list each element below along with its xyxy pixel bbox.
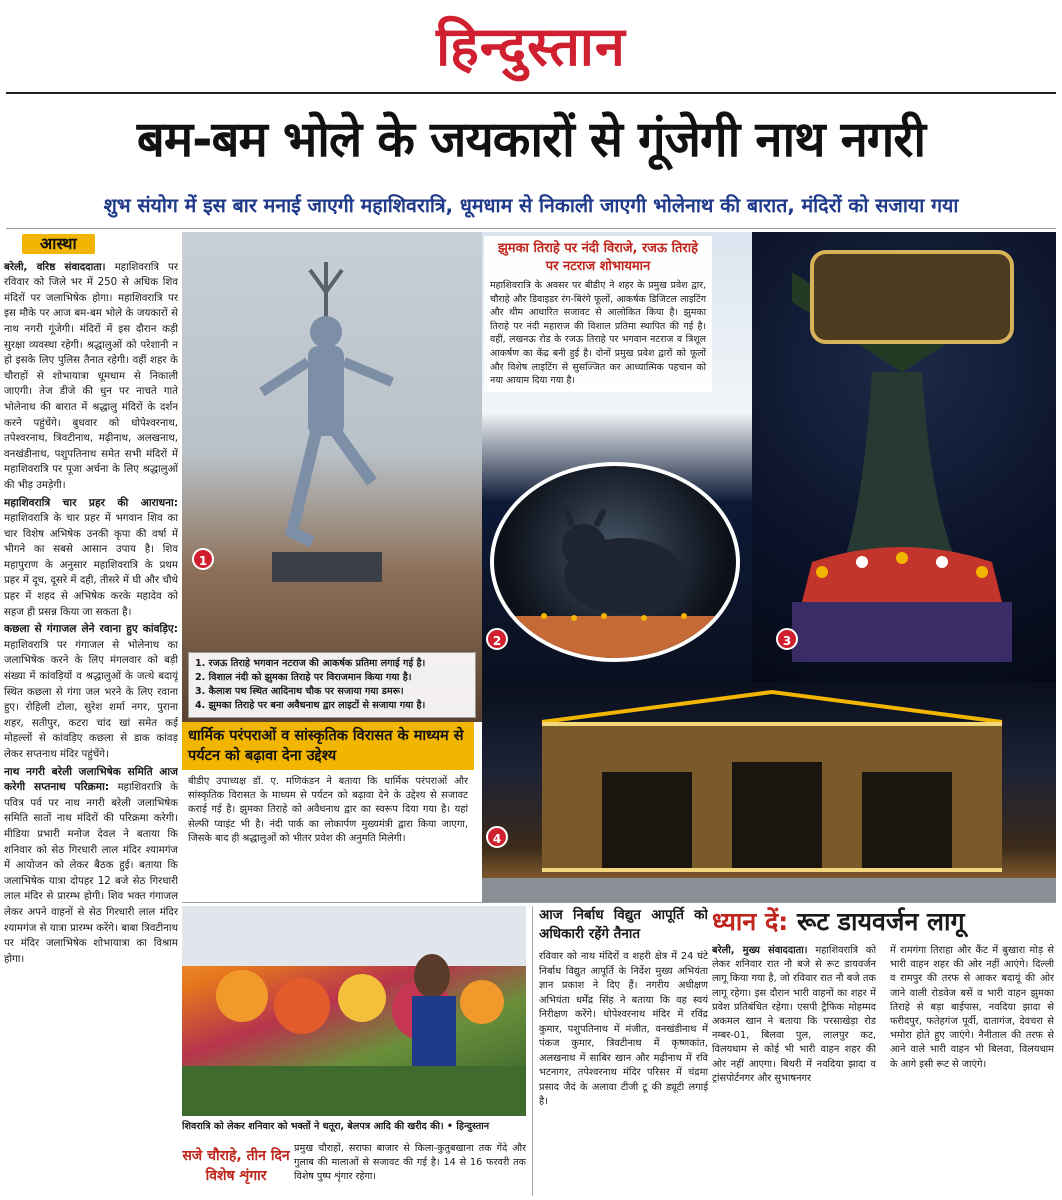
nataraj-statue-illustration	[252, 262, 402, 642]
photo-avedhnath-dwar	[482, 682, 1056, 902]
collage-caption-1: 1. रजऊ तिराहे भगवान नटराज की आकर्षक प्रतिमा लगाई गई है।	[195, 658, 426, 669]
tourism-body: बीडीए उपाध्यक्ष डॉ. ए. मणिकंडन ने बताया कि धार्मिक परंपराओं और सांस्कृतिक विरासत के माध्यम से पर्यटन को बढ़ावा देने के उद्देश्य से सजावट कराई गई है। झुमका तिराहे को अवैधनाथ द्वार का स्वरूप दिया गया है। यहां सेल्फी प्वाइंट भी है। नंदी पार्क का लोकार्पण मुख्यमंत्री द्वारा किया जाएगा, जिसके बाद ही श्रद्धालुओं को भीतर प्रवेश की अनुमति मिलेगी।	[188, 776, 468, 844]
route-title-attention: ध्यान दें:	[712, 907, 789, 936]
route-dateline: बरेली, मुख्य संवाददाता।	[712, 945, 808, 956]
para1-text: महाशिवरात्रि पर रविवार को जिले भर में 250 से अधिक शिव मंदिरों पर जलाभिषेक होगा। महाशिवरात्रि पर इस मौके पर आज बम-बम भोले के जयकारों से नाथ नगरी गूंजेगी। मंदिरों में इस दौरान कड़ी सुरक्षा व्यवस्था रहेगी। श्रद्धालुओं को परेशानी न हो इसके लिए पुलिस तैनात रहेगी। वहीं शहर के चौराहों से शोभायात्रा धूमधाम से निकाली जाएगी। तेज डीजे की धुन पर नाचते गाते भोलेनाथ की बारात में श्रद्धालु मंदिरों के दर्शन करने पहुंचेंगे। बुधवार को धोपेश्वरनाथ, तपेश्वरनाथ, त्रिवटीनाथ, मढ़ीनाथ, अलखनाथ, वनखंडीनाथ, पशुपतिनाथ समेत सभी मंदिरों में महाशिवरात्रि पर पूजा अर्चना के लिए श्रद्धालुओं की भीड़ उमड़ेगी।	[4, 261, 178, 491]
tourism-title: धार्मिक परंपराओं व सांस्कृतिक विरासत के माध्यम से पर्यटन को बढ़ावा देना उद्देश्य	[182, 722, 474, 770]
subtitle-chaar-prahar: महाशिवरात्रि चार प्रहर की आराधना:	[4, 496, 178, 509]
para3-text: महाशिवरात्रि पर गंगाजल से भोलेनाथ का जलाभिषेक करने के लिए मंगलवार को बड़ी संख्या में कांवड़ियों व श्रद्धालुओं के जत्थे बदायूं स्थित कछला से गंगा जल भरने के लिए रवाना हुए। रोहिली टोला, सुरेश शर्मा नगर, पुराना शहर, सतीपुर, कटरा चांद खां समेत कई मोहल्लों से कांवड़िए कछला से डाक कांवड़ लेकर सप्तनाथ मंदिर पहुंचेंगे।	[4, 639, 178, 760]
collage-text-overlay	[484, 236, 712, 392]
badge-4: 4	[486, 826, 508, 848]
power-supply-article	[532, 906, 708, 1196]
section-kicker: आस्था	[22, 234, 95, 254]
photo-damru	[752, 232, 1056, 682]
route-col1-text: महाशिवरात्रि को लेकर शनिवार रात नौ बजे से रूट डायवर्जन लागू किया गया है, जो रविवार रात नौ बजे तक लागू रहेगा। इस दौरान भारी वाहनों का शहर में प्रवेश प्रतिबंधित रहेगा। एसपी ट्रैफिक मोहम्मद अकमल खान ने बताया कि परसाखेड़ा रोड नम्बर-01, बिलवा पुल, लालपुर कट, विलयधाम से कोई भी भारी वाहन शहर की ओर नहीं आएगा। बिथरी में नवदिया झादा व ट्रांसपोर्टनगर और सुभाषनगर	[712, 945, 876, 1084]
article-para-3	[4, 622, 178, 762]
power-title: आज निर्बाध विद्युत आपूर्ति को अधिकारी रहेंगे तैनात	[539, 907, 708, 942]
badge-2: 2	[486, 628, 508, 650]
masthead-divider	[6, 92, 1056, 94]
decoration-box	[182, 1140, 526, 1194]
collage-caption-2: 2. विशाल नंदी को झुमका तिराहे पर विराजमान किया गया है।	[195, 672, 412, 683]
para2-text: महाशिवरात्रि के चार प्रहर में भगवान शिव का चार विशेष अभिषेक उनकी कृपा की वर्षा में भीगने का सबसे आसान उपाय है। शिव महापुराण के अनुसार महाशिवरात्रि के प्रथम प्रहर में दूध, दूसरे में दही, तीसरे में घी और चौथे प्रहर में शहद से अभिषेक करके महादेव को सहज ही प्रसन्न किया जा सकता है।	[4, 513, 178, 618]
subtitle-jalabhishek-samiti: नाथ नगरी बरेली जलाभिषेक समिति आज करेगी सप्तनाथ परिक्रमा:	[4, 765, 178, 794]
route-diversion-title	[712, 902, 1056, 942]
route-title-text: रूट डायवर्जन लागू	[788, 907, 965, 936]
power-body: रविवार को नाथ मंदिरों व शहरी क्षेत्र में 24 घंटे निर्बाध विद्युत आपूर्ति के निर्देश मुख्य अभियंता ज्ञान प्रकाश ने दिए हैं। नगरीय अधीक्षण अभियंता धर्मेंद्र सिंह ने बताया कि वह स्वयं निरीक्षण करेंगे। धोपेश्वरनाथ मंदिर में रविंद्र कुमार, पशुपतिनाथ में मंजीत, वनखंडीनाथ में पंकज कुमार, त्रिवटीनाथ में कृष्णकांत, अलखनाथ में साबिर खान और मढ़ीनाथ में रवि भटनागर, तपेश्वरनाथ मंदिर परिसर में चंद्रमा प्रसाद जैदं के अलावा टीजी टू की ड्यूटी लगाई है।	[539, 951, 708, 1107]
left-column-article	[4, 232, 178, 1170]
badge-3: 3	[776, 628, 798, 650]
para4-text: महाशिवरात्रि के पवित्र पर्व पर नाथ नगरी बरेली जलाभिषेक समिति सातों नाथ मंदिरों की परिक्रमा करेगी। मीडिया प्रभारी मनोज देवल ने बताया कि शनिवार को सेठ गिरधारी लाल मंदिर श्यामगंज में आयोजन को लेकर बैठक हुई। बताया कि जलाभिषेक यात्रा दोपहर 12 बजे सेठ गिरधारी लाल मंदिर से प्रारम्भ होगी। शिव भक्त गंगाजल लेकर अपने वाहनों से सेठ गिरधारी लाल मंदिर श्यामगंज से यात्रा प्रारम्भ करेंगे। बाबा त्रिवटीनाथ पर मंदिर जलाभिषेक शोभायात्रा का विश्राम होगा।	[4, 782, 178, 965]
subtitle-kanwariye: कछला से गंगाजल लेने रवाना हुए कांवड़िए:	[4, 623, 178, 636]
nandi-illustration	[494, 466, 740, 662]
article-para-2	[4, 496, 178, 621]
subhead-divider	[6, 228, 1056, 229]
newspaper-logo: हिन्दुस्तान	[436, 14, 626, 78]
article-para-4	[4, 765, 178, 968]
photo-nataraj-statue	[182, 232, 482, 722]
market-photo-caption: शिवरात्रि को लेकर शनिवार को भक्तों ने धतूरा, बेलपत्र आदि की खरीद की। • हिन्दुस्तान	[182, 1121, 490, 1132]
badge-1: 1	[192, 548, 214, 570]
decoration-body: प्रमुख चौराहों, सराफा बाजार से किला-कुतुबखाना तक गेंदे और गुलाब की मालाओं से सजावट की गई है। 14 से 16 फरवरी तक विशेष पुष्प शृंगार रहेगा।	[294, 1143, 526, 1182]
masthead	[0, 0, 1062, 96]
collage-caption-3: 3. कैलाश पथ स्थित आदिनाथ चौक पर सजाया गया डमरू।	[195, 686, 404, 697]
photo-nandi-circle	[490, 462, 740, 662]
market-illustration	[182, 906, 526, 1116]
gate-illustration	[482, 682, 1056, 902]
page-headline: बम-बम भोले के जयकारों से गूंजेगी नाथ नगरी	[136, 111, 926, 168]
photo-flower-market	[182, 906, 526, 1116]
tourism-box	[182, 722, 474, 892]
damru-illustration	[752, 232, 1056, 682]
route-column-2: में रामगंगा तिराहा और कैंट में बुखारा मोड़ से भारी वाहन शहर की ओर नहीं आएंगे। दिल्ली व रामपुर की तरफ से आकर बदायूं की ओर जाने वाली रोडवेज बसें व भारी वाहन झुमका तिराहे से बड़ा बाईपास, नवदिया झादा से फरीदपुर, फतेहगंज पूर्वी, दातागंज, देवचरा से भमोरा होते हुए जाएंगे। नैनीताल की तरफ से आने वाले भारी वाहन भी बिलवा, विलयधाम के आगे इसी रूट से जाएंगे।	[890, 945, 1054, 1070]
collage-caption-4: 4. झुमका तिराहे पर बना अवैधनाथ द्वार लाइटों से सजाया गया है।	[195, 700, 426, 711]
dateline: बरेली, वरिष्ठ संवाददाता।	[4, 261, 106, 273]
decoration-title: सजे चौराहे, तीन दिन विशेष शृंगार	[182, 1148, 290, 1184]
overlay-body: महाशिवरात्रि के अवसर पर बीडीए ने शहर के प्रमुख प्रवेश द्वार, चौराहे और डिवाइडर रंग-बिरंगे फूलों, आकर्षक डिजिटल लाइटिंग और थीम आधारित सजावट से आलोकित किया है। झुमका तिराहे पर नंदी महाराज की विशाल प्रतिमा स्थापित की गई है। वहीं, लखनऊ रोड के रजऊ तिराहे पर भगवान नटराज व त्रिशूल आकर्षण का केंद्र बनी हुई है। दोनों प्रमुख प्रवेश द्वारों को फूलों और विशेष लाइटिंग से सुसज्जित कर आध्यात्मिक पहचान को नया आयाम दिया गया है।	[490, 280, 706, 387]
route-column-1	[712, 944, 876, 1196]
collage-caption-list	[188, 652, 476, 718]
overlay-title: झुमका तिराहे पर नंदी विराजे, रजऊ तिराहे पर नटराज शोभायमान	[497, 241, 699, 274]
article-para-1	[4, 260, 178, 494]
page-subhead: शुभ संयोग में इस बार मनाई जाएगी महाशिवरात्रि, धूमधाम से निकाली जाएगी भोलेनाथ की बारात, मंदिरों को सजाया गया	[103, 194, 959, 217]
